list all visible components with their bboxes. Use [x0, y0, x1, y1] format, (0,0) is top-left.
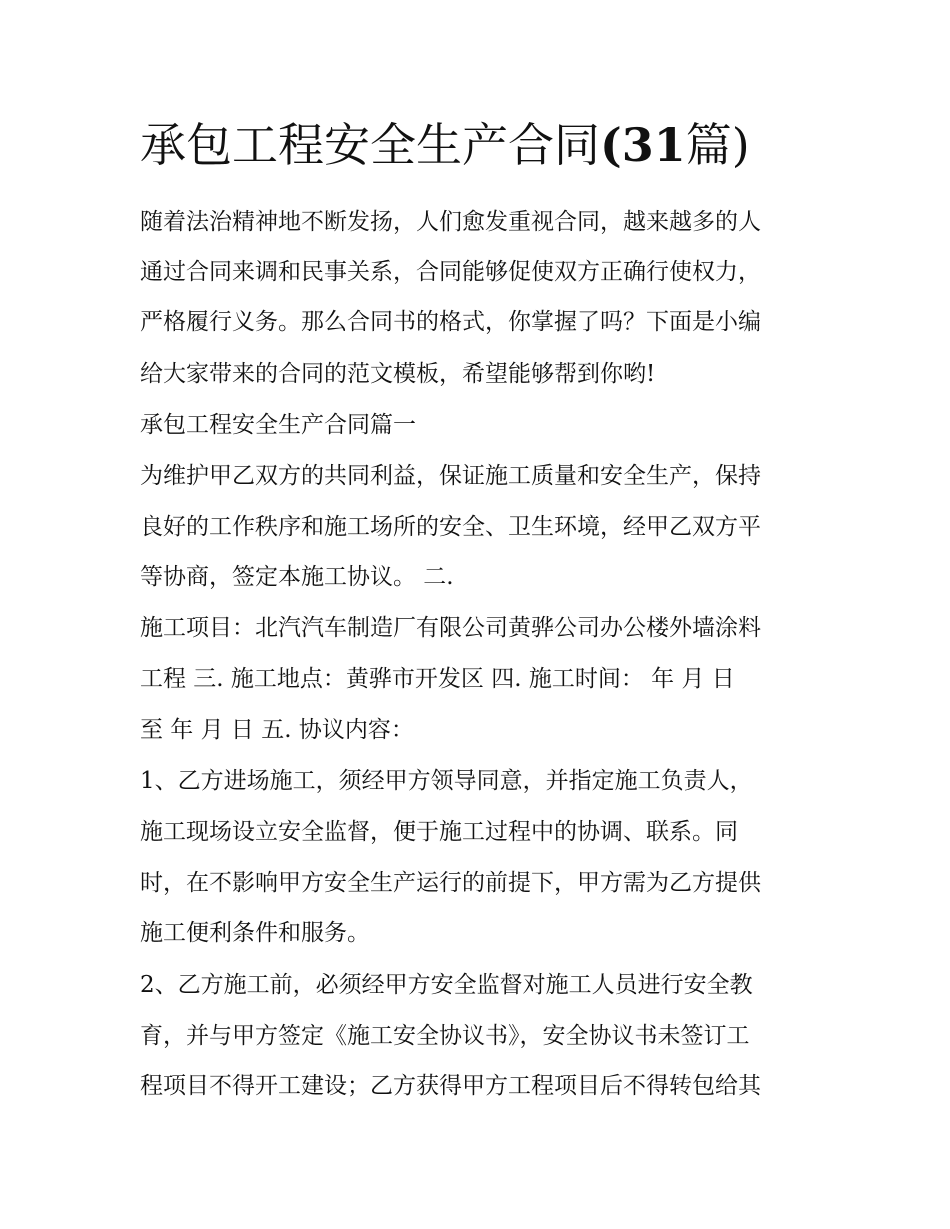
title-number: (31	[600, 118, 686, 172]
paragraph-line-4: 给大家带来的合同的范文模板，希望能够帮到你哟!	[140, 361, 656, 387]
paragraph-line-17: 育，并与甲方签定《施工安全协议书》，安全协议书未签订工	[140, 1023, 750, 1049]
title-prefix: 承包工程安全生产合同	[140, 118, 600, 172]
paragraph-line-8: 等协商，签定本施工协议。 二.	[140, 564, 454, 590]
paragraph-line-6: 为维护甲乙双方的共同利益，保证施工质量和安全生产，保持	[140, 463, 761, 489]
paragraph-line-1: 随着法治精神地不断发扬，人们愈发重视合同，越来越多的人	[140, 209, 761, 235]
section-heading: 承包工程安全生产合同篇一	[140, 412, 416, 438]
paragraph-line-16: 2、乙方施工前，必须经甲方安全监督对施工人员进行安全教	[140, 972, 753, 998]
paragraph-line-9: 施工项目：北汽汽车制造厂有限公司黄骅公司办公楼外墙涂料	[140, 615, 761, 641]
paragraph-line-7: 良好的工作秩序和施工场所的安全、卫生环境，经甲乙双方平	[140, 514, 761, 540]
paragraph-line-18: 程项目不得开工建设；乙方获得甲方工程项目后不得转包给其	[140, 1073, 761, 1099]
paragraph-line-11: 至 年 月 日 五. 协议内容：	[140, 717, 414, 743]
paragraph-line-14: 时，在不影响甲方安全生产运行的前提下，甲方需为乙方提供	[140, 870, 761, 896]
paragraph-line-3: 严格履行义务。那么合同书的格式，你掌握了吗？下面是小编	[140, 309, 761, 335]
title-suffix: 篇)	[685, 118, 750, 172]
paragraph-line-2: 通过合同来调和民事关系，合同能够促使双方正确行使权力，	[140, 259, 761, 285]
paragraph-line-15: 施工便利条件和服务。	[140, 920, 370, 946]
paragraph-line-13: 施工现场设立安全监督，便于施工过程中的协调、联系。同	[140, 819, 738, 845]
paragraph-line-10: 工程 三. 施工地点：黄骅市开发区 四. 施工时间： 年 月 日	[140, 666, 735, 692]
document-title	[140, 112, 840, 178]
paragraph-line-12: 1、乙方进场施工，须经甲方领导同意，并指定施工负责人，	[140, 768, 753, 794]
